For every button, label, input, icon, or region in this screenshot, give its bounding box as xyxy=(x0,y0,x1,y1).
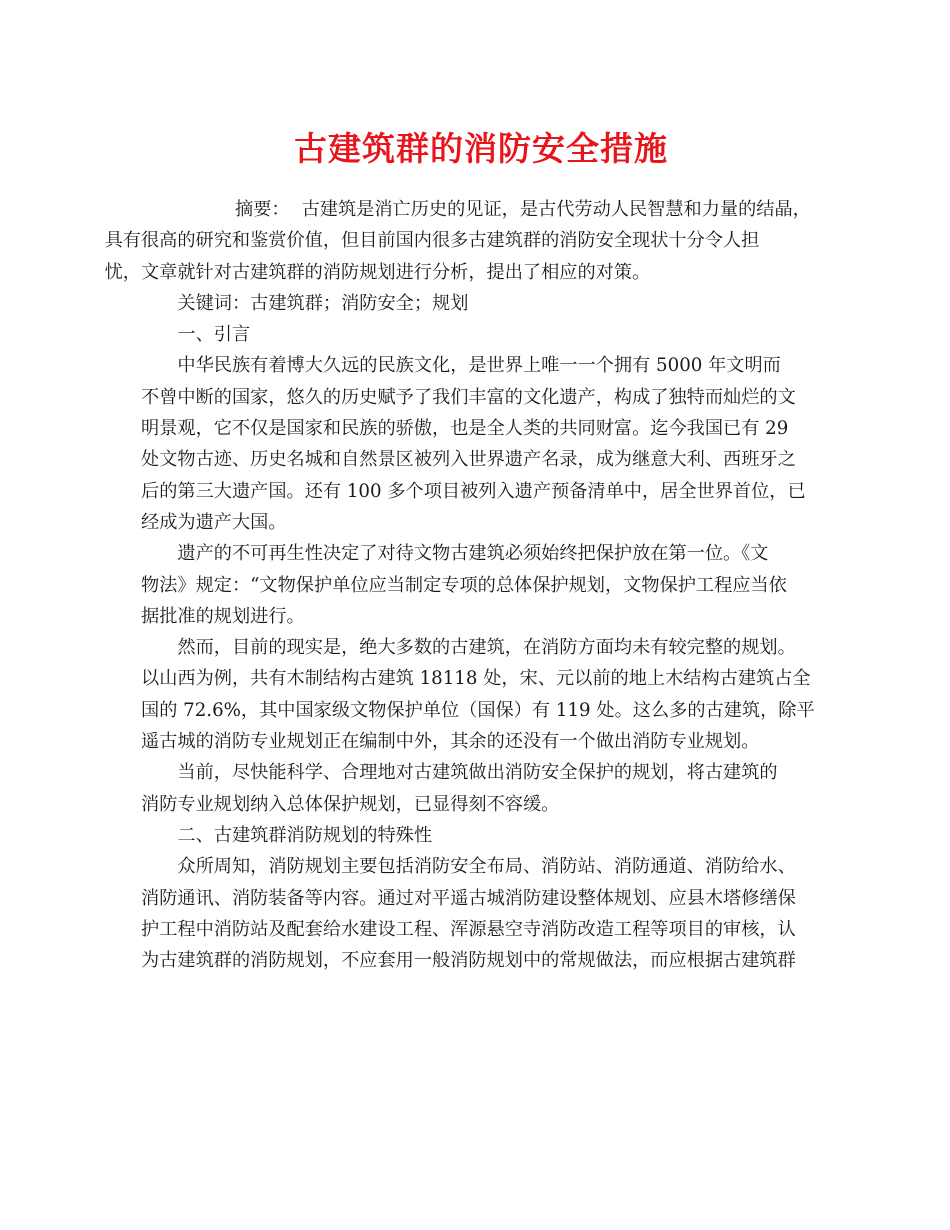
paragraph-line: 当前，尽快能科学、合理地对古建筑做出消防安全保护的规划，将古建筑的 xyxy=(177,762,778,784)
paragraph-line: 为古建筑群的消防规划，不应套用一般消防规划中的常规做法，而应根据古建筑群 xyxy=(141,950,796,972)
abstract-text: 古建筑是消亡历史的见证，是古代劳动人民智慧和力量的结晶， xyxy=(301,199,811,220)
body-paragraph xyxy=(141,350,821,538)
paragraph-line: 消防通讯、消防装备等内容。通过对平遥古城消防建设整体规划、应县木塔修缮保 xyxy=(141,887,796,909)
paragraph-line: 中华民族有着博大久远的民族文化，是世界上唯一一个拥有 5000 年文明而 xyxy=(177,355,781,377)
paragraph-line: 明景观，它不仅是国家和民族的骄傲，也是全人类的共同财富。迄今我国已有 29 xyxy=(141,418,789,440)
section-heading-introduction: 一、引言 xyxy=(177,324,251,346)
paragraph-line: 后的第三大遗产国。还有 100 多个项目被列入遗产预备清单中，居全世界首位，已 xyxy=(141,480,806,502)
paragraph-line: 遗产的不可再生性决定了对待文物古建筑必须始终把保护放在第一位。《文 xyxy=(177,543,769,565)
paragraph-line: 国的 72.6%，其中国家级文物保护单位（国保）有 119 处。这么多的古建筑，除平 xyxy=(141,699,815,721)
body-paragraph xyxy=(141,851,821,976)
paragraph-line: 不曾中断的国家，悠久的历史赋予了我们丰富的文化遗产，构成了独特而灿烂的文 xyxy=(141,386,796,408)
paragraph-line: 众所周知，消防规划主要包括消防安全布局、消防站、消防通道、消防给水、 xyxy=(177,856,796,878)
paragraph-line: 遥古城的消防专业规划正在编制中外，其余的还没有一个做出消防专业规划。 xyxy=(141,731,760,753)
abstract-line: 忧，文章就针对古建筑群的消防规划进行分析，提出了相应的对策。 xyxy=(104,261,651,283)
abstract-line: 具有很高的研究和鉴赏价值，但目前国内很多古建筑群的消防安全现状十分令人担 xyxy=(104,230,760,252)
abstract-line xyxy=(141,194,821,225)
abstract-paragraph xyxy=(104,194,821,288)
body-paragraph xyxy=(141,757,821,820)
document-title: 古建筑群的消防安全措施 xyxy=(294,129,668,168)
paragraph-line: 物法》规定：“文物保护单位应当制定专项的总体保护规划，文物保护工程应当依 xyxy=(141,574,787,596)
paragraph-line: 然而，目前的现实是，绝大多数的古建筑，在消防方面均未有较完整的规划。 xyxy=(177,637,796,659)
document-page xyxy=(104,125,821,976)
paragraph-line: 护工程中消防站及配套给水建设工程、浑源悬空寺消防改造工程等项目的审核，认 xyxy=(141,918,796,940)
abstract-label: 摘要： xyxy=(235,199,290,220)
paragraph-line: 处文物古迹、历史名城和自然景区被列入世界遗产名录，成为继意大利、西班牙之 xyxy=(141,449,796,471)
paragraph-line: 以山西为例，共有木制结构古建筑 18118 处，宋、元以前的地上木结构古建筑占全 xyxy=(141,668,811,690)
section-heading-particularity: 二、古建筑群消防规划的特殊性 xyxy=(177,824,433,846)
paragraph-line: 消防专业规划纳入总体保护规划，已显得刻不容缓。 xyxy=(141,793,560,815)
body-paragraph xyxy=(141,632,821,757)
keywords-line: 关键词：古建筑群；消防安全；规划 xyxy=(177,292,469,314)
paragraph-line: 经成为遗产大国。 xyxy=(141,511,287,533)
body-paragraph xyxy=(141,538,821,632)
paragraph-line: 据批准的规划进行。 xyxy=(141,605,305,627)
